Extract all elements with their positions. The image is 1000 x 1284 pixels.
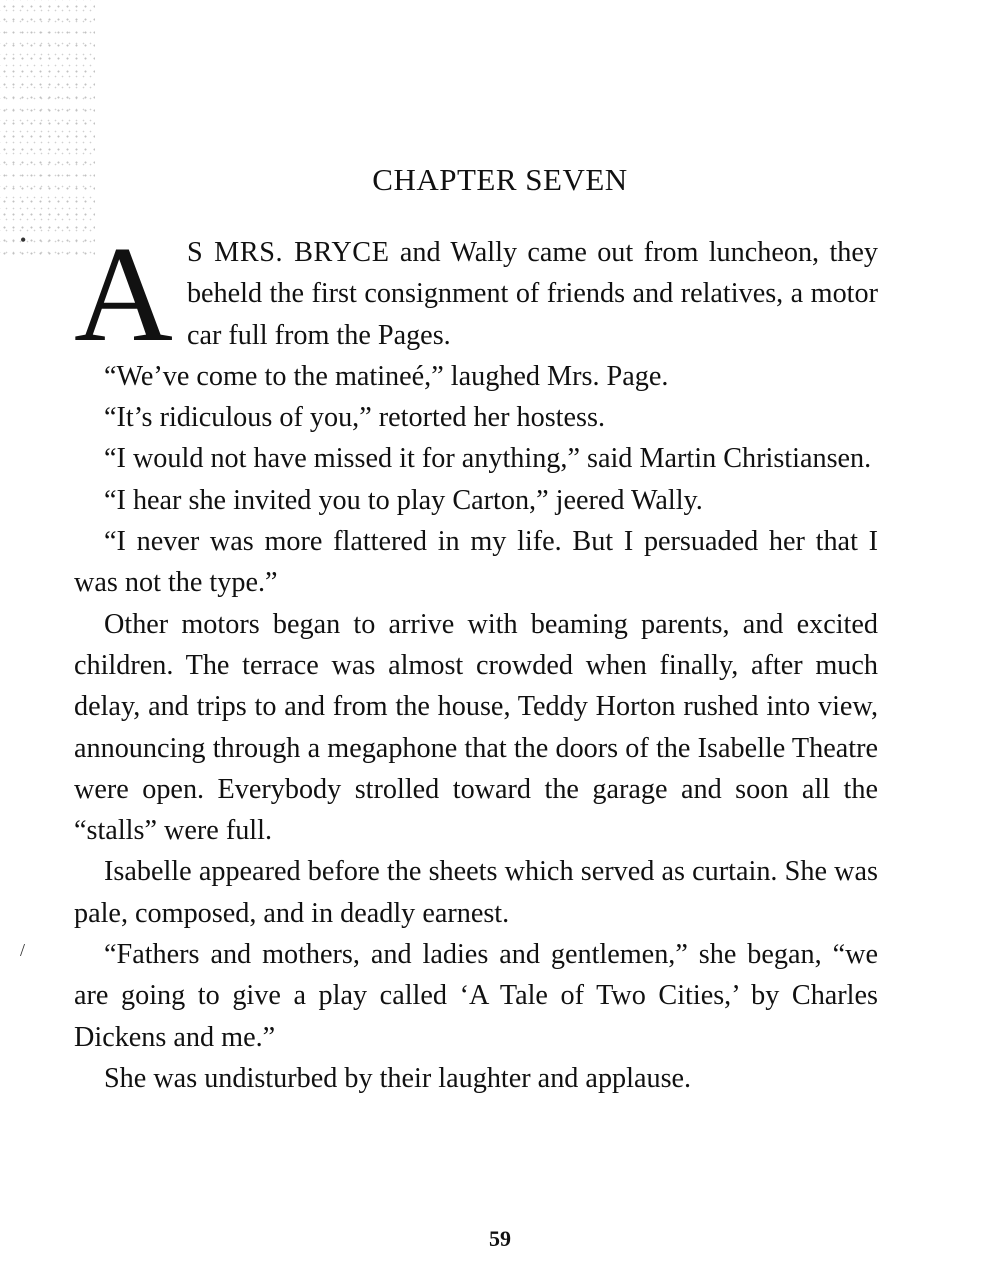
body-text — [74, 218, 878, 1099]
paragraph: “It’s ridiculous of you,” retorted her hostess. — [104, 402, 605, 434]
paragraph-text: and Wally came out from luncheon, they beheld the first consignment of friends and relatives, a motor car full from the Pages. — [186, 237, 878, 351]
scan-mark: / — [20, 940, 26, 960]
scan-mark: • — [20, 230, 27, 250]
paragraph: “We’ve come to the matineé,” laughed Mrs. Page. — [104, 360, 669, 392]
paragraph: Isabelle appeared before the sheets which served as curtain. She was pale, composed, and in deadly earnest. — [74, 856, 878, 929]
chapter-heading: CHAPTER SEVEN — [372, 162, 628, 197]
page-number: 59 — [489, 1226, 511, 1251]
paragraph: Other motors began to arrive with beaming parents, and excited children. The terrace was almost crowded when finally, after much delay, and trips to and from the house, Teddy Horton rushed into view, announcing through a megaphone that the doors of the Isabelle Theatre were open. Everybody strolled toward the garage and soon all the “stalls” were full. — [74, 608, 878, 847]
paragraph: “Fathers and mothers, and ladies and gentlemen,” she began, “we are going to give a play called ‘A Tale of Two Cities,’ by Charles Dickens and me.” — [74, 939, 878, 1053]
drop-cap: A — [74, 218, 173, 370]
paragraph: “I hear she invited you to play Carton,” jeered Wally. — [104, 484, 703, 516]
opening-lead: S MRS. BRYCE — [186, 237, 390, 268]
paragraph: She was undisturbed by their laughter and applause. — [104, 1062, 692, 1094]
paragraph — [74, 218, 878, 370]
paragraph: “I never was more flattered in my life. But I persuaded her that I was not the type.” — [74, 526, 878, 599]
paragraph: “I would not have missed it for anything,” said Martin Christiansen. — [104, 443, 872, 475]
